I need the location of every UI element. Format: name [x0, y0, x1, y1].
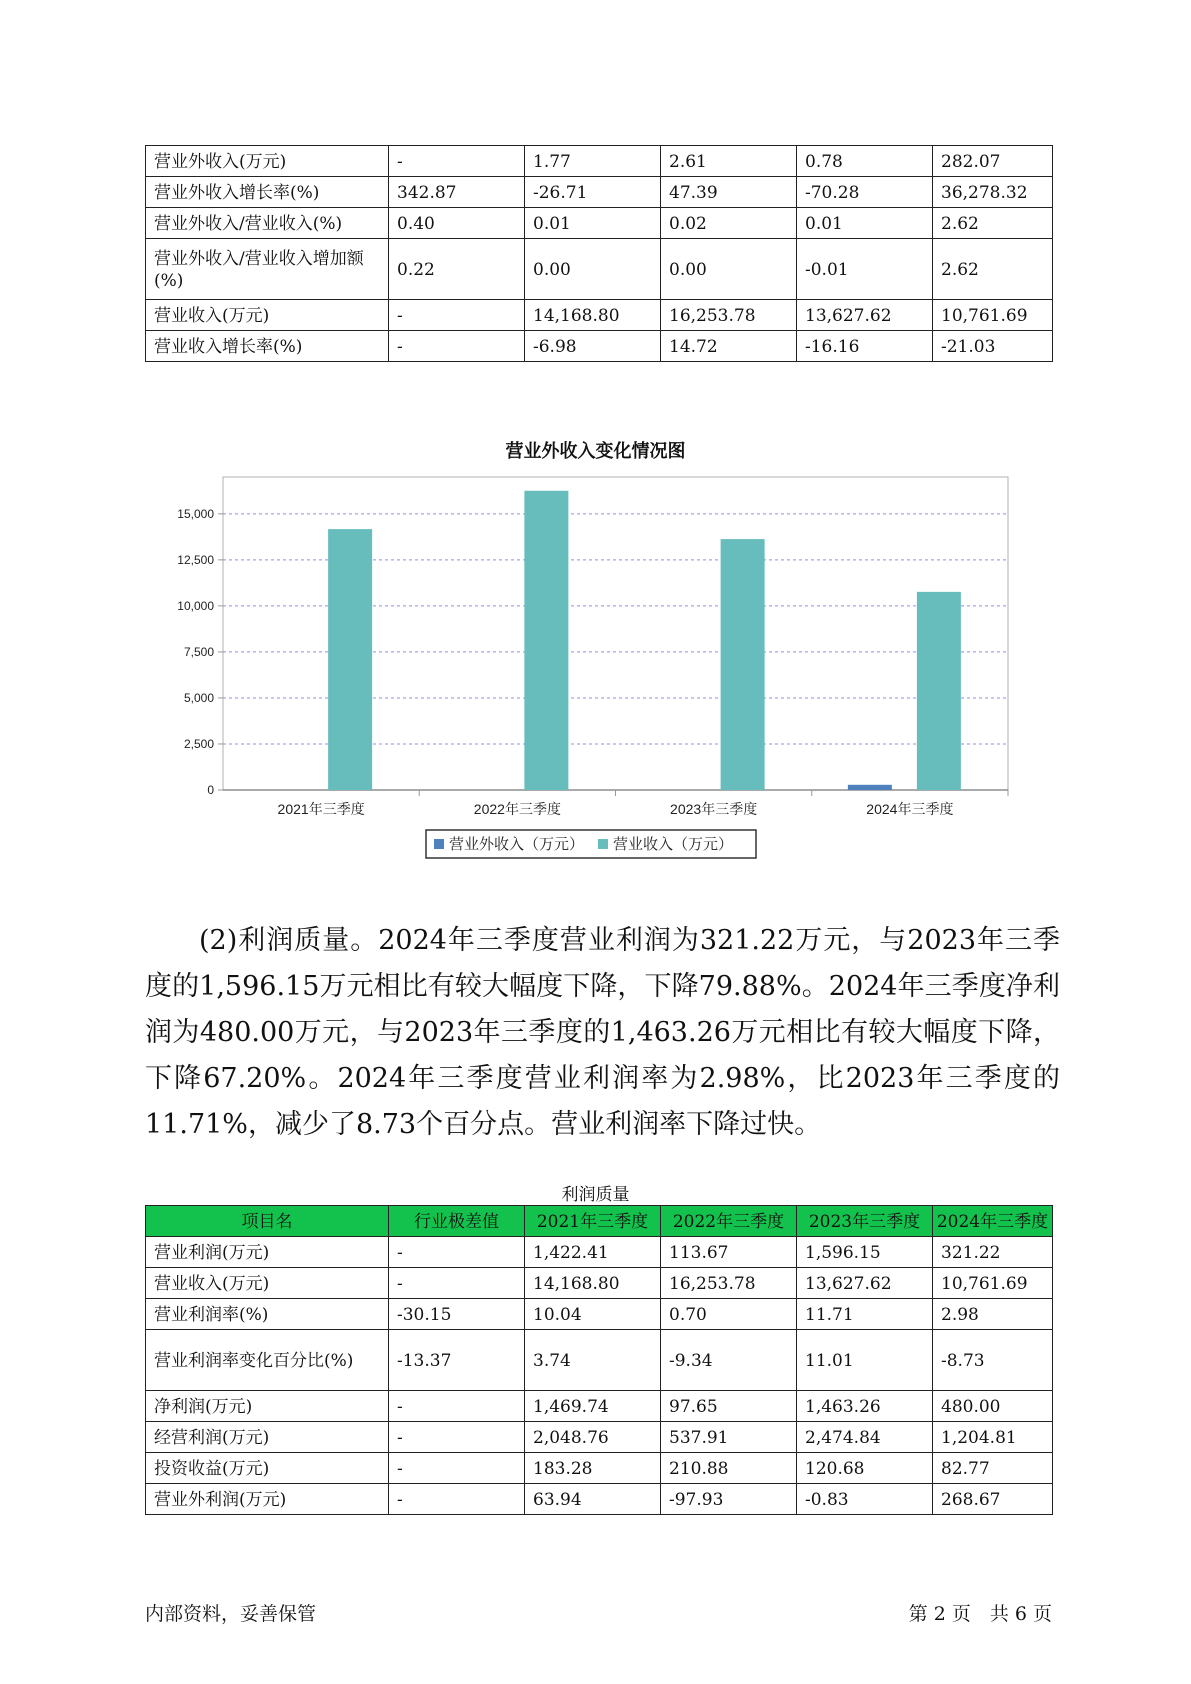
row-label: 营业利润率(%)	[146, 1299, 389, 1330]
row-label: 营业利润(万元)	[146, 1237, 389, 1268]
legend-swatch-operating-revenue	[598, 839, 608, 849]
non-operating-income-table	[145, 145, 1053, 362]
cell: 1,463.26	[797, 1391, 933, 1422]
cell: 14,168.80	[525, 1268, 661, 1299]
cell: 14,168.80	[525, 300, 661, 331]
column-header: 2023年三季度	[797, 1206, 933, 1237]
cell: -0.01	[797, 239, 933, 300]
table-row	[146, 146, 1053, 177]
y-tick-label: 10,000	[177, 598, 214, 613]
bar-chart	[150, 468, 1030, 888]
cell: 3.74	[525, 1330, 661, 1391]
bar-non-operating-income	[848, 785, 892, 790]
cell: -70.28	[797, 177, 933, 208]
row-label: 营业利润率变化百分比(%)	[146, 1330, 389, 1391]
bar-operating-revenue	[917, 592, 961, 790]
cell: -	[389, 1453, 525, 1484]
y-tick-label: 12,500	[177, 552, 214, 567]
cell: 0.01	[525, 208, 661, 239]
cell: 63.94	[525, 1484, 661, 1515]
row-label: 营业收入(万元)	[146, 1268, 389, 1299]
cell: -16.16	[797, 331, 933, 362]
cell: 0.78	[797, 146, 933, 177]
table-row	[146, 1237, 1053, 1268]
cell: -	[389, 1237, 525, 1268]
row-label: 营业外收入/营业收入(%)	[146, 208, 389, 239]
row-label: 营业外收入(万元)	[146, 146, 389, 177]
table-row	[146, 1391, 1053, 1422]
cell: 2,048.76	[525, 1422, 661, 1453]
cell: 2.98	[933, 1299, 1053, 1330]
cell: -	[389, 1391, 525, 1422]
cell: -8.73	[933, 1330, 1053, 1391]
cell: 11.01	[797, 1330, 933, 1391]
table-row	[146, 239, 1053, 300]
row-label: 营业外收入增长率(%)	[146, 177, 389, 208]
footer-confidential-note: 内部资料，妥善保管	[145, 1603, 317, 1625]
cell: 0.01	[797, 208, 933, 239]
cell: 0.70	[661, 1299, 797, 1330]
row-label: 营业收入(万元)	[146, 300, 389, 331]
cell: 16,253.78	[661, 1268, 797, 1299]
chart-title: 营业外收入变化情况图	[505, 441, 686, 462]
row-label: 净利润(万元)	[146, 1391, 389, 1422]
cell: 0.40	[389, 208, 525, 239]
cell: 36,278.32	[933, 177, 1053, 208]
row-label: 营业收入增长率(%)	[146, 331, 389, 362]
x-tick-label: 2024年三季度	[866, 801, 954, 817]
cell: 0.02	[661, 208, 797, 239]
cell: 0.22	[389, 239, 525, 300]
cell: 282.07	[933, 146, 1053, 177]
profit-quality-paragraph	[145, 918, 1060, 1148]
legend-swatch-non-operating-income	[434, 839, 444, 849]
table-row	[146, 1299, 1053, 1330]
table-row	[146, 1422, 1053, 1453]
cell: 82.77	[933, 1453, 1053, 1484]
cell: 0.00	[525, 239, 661, 300]
cell: -9.34	[661, 1330, 797, 1391]
cell: -26.71	[525, 177, 661, 208]
cell: 10,761.69	[933, 300, 1053, 331]
x-tick-label: 2022年三季度	[473, 801, 561, 817]
y-tick-label: 5,000	[183, 690, 214, 705]
cell: -21.03	[933, 331, 1053, 362]
cell: -	[389, 300, 525, 331]
table-row	[146, 1484, 1053, 1515]
table-row	[146, 300, 1053, 331]
table-row	[146, 208, 1053, 239]
cell: 2.62	[933, 239, 1053, 300]
cell: 268.67	[933, 1484, 1053, 1515]
cell: 1,469.74	[525, 1391, 661, 1422]
cell: 210.88	[661, 1453, 797, 1484]
cell: 113.67	[661, 1237, 797, 1268]
bar-operating-revenue	[524, 491, 568, 790]
cell: 0.00	[661, 239, 797, 300]
cell: 480.00	[933, 1391, 1053, 1422]
cell: 2,474.84	[797, 1422, 933, 1453]
column-header: 2022年三季度	[661, 1206, 797, 1237]
row-label: 投资收益(万元)	[146, 1453, 389, 1484]
bar-operating-revenue	[721, 539, 765, 790]
cell: -30.15	[389, 1299, 525, 1330]
cell: 1,204.81	[933, 1422, 1053, 1453]
cell: 2.62	[933, 208, 1053, 239]
cell: -	[389, 146, 525, 177]
cell: -	[389, 1422, 525, 1453]
row-label: 营业外利润(万元)	[146, 1484, 389, 1515]
cell: 321.22	[933, 1237, 1053, 1268]
bar-operating-revenue	[328, 529, 372, 790]
column-header: 2024年三季度	[933, 1206, 1053, 1237]
x-tick-label: 2021年三季度	[277, 801, 365, 817]
legend-label-operating-revenue: 营业收入（万元）	[613, 836, 734, 853]
y-tick-label: 15,000	[177, 506, 214, 521]
y-tick-label: 2,500	[183, 736, 214, 751]
cell: -	[389, 331, 525, 362]
table-row	[146, 1330, 1053, 1391]
cell: 13,627.62	[797, 300, 933, 331]
paragraph-text: (2)利润质量。2024年三季度营业利润为321.22万元，与2023年三季度的1,596.15万元相比有较大幅度下降，下降79.88%。2024年三季度净利润为480.00万元，与2023年三季度的1,463.26万元相比有较大幅度下降，下降67.20%。2024年三季度营业利润率为2.98%，比2023年三季度的11.71%，减少了8.73个百分点。营业利润率下降过快。	[145, 925, 1060, 1140]
legend-label-non-operating-income: 营业外收入（万元）	[449, 836, 585, 853]
table-row	[146, 1453, 1053, 1484]
row-label: 经营利润(万元)	[146, 1422, 389, 1453]
profit-quality-table	[145, 1205, 1053, 1515]
cell: 1,422.41	[525, 1237, 661, 1268]
table-row	[146, 177, 1053, 208]
cell: 10,761.69	[933, 1268, 1053, 1299]
cell: 120.68	[797, 1453, 933, 1484]
cell: -13.37	[389, 1330, 525, 1391]
cell: -6.98	[525, 331, 661, 362]
y-tick-label: 7,500	[183, 644, 214, 659]
cell: -	[389, 1484, 525, 1515]
page-number: 第 2 页 共 6 页	[908, 1603, 1052, 1625]
cell: 14.72	[661, 331, 797, 362]
cell: 2.61	[661, 146, 797, 177]
cell: 16,253.78	[661, 300, 797, 331]
table-caption: 利润质量	[561, 1185, 630, 1205]
table-row	[146, 331, 1053, 362]
column-header: 项目名	[146, 1206, 389, 1237]
y-tick-label: 0	[207, 783, 214, 797]
cell: -97.93	[661, 1484, 797, 1515]
cell: 1.77	[525, 146, 661, 177]
cell: 47.39	[661, 177, 797, 208]
cell: 183.28	[525, 1453, 661, 1484]
cell: -	[389, 1268, 525, 1299]
column-header: 2021年三季度	[525, 1206, 661, 1237]
x-tick-label: 2023年三季度	[670, 801, 758, 817]
cell: 13,627.62	[797, 1268, 933, 1299]
table-header-row	[146, 1206, 1053, 1237]
column-header: 行业极差值	[389, 1206, 525, 1237]
cell: 537.91	[661, 1422, 797, 1453]
cell: -0.83	[797, 1484, 933, 1515]
table-row	[146, 1268, 1053, 1299]
cell: 342.87	[389, 177, 525, 208]
row-label: 营业外收入/营业收入增加额(%)	[146, 239, 389, 300]
cell: 10.04	[525, 1299, 661, 1330]
cell: 1,596.15	[797, 1237, 933, 1268]
cell: 97.65	[661, 1391, 797, 1422]
cell: 11.71	[797, 1299, 933, 1330]
